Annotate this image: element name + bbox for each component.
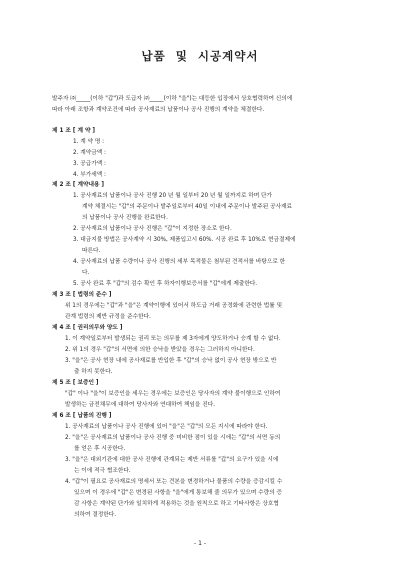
article-6-line: 1. 공사재료의 납품이나 공사 진행에 있어 "을"은 "갑"의 모든 지시에 따라야 한다. [65,424,268,430]
page-number: - 1 - [194,540,206,547]
article-4-line: 1. 이 계약일로부터 발생되는 권리 또는 의무를 제 3자에게 양도하거나 승계 할 수 없다. [65,336,281,342]
article-2-line: 의 납품이나 공사 진행을 완료한다. [82,215,168,221]
article-6-line: 감 사항은 계약된 단가와 일치하게 적용하는 것을 원칙으로 하고 기타사항은 상호협 [74,501,279,507]
article-2-line: 따른다. [82,248,101,254]
article-1-heading: 제 1 조 [ 계 약 ] [52,128,96,134]
article-2-line: 다. [82,270,90,276]
article-6-line: 있으며 이 경우에 "갑"은 변경된 사항을 "을"에게 통보해 줄 의무가 있으며 수량의 증 [74,490,282,496]
article-5-line: "갑" 이나 "을"이 보증인을 세우는 경우에는 보증인은 당사자의 계약 불이행으로 인하여 [65,391,281,397]
contract-field: 2. 계약금액 : [73,150,106,156]
contract-field: 3. 공급가액 : [73,161,106,167]
article-2-line: 1. 공사재료의 납품이나 공사 진행 20 년 월 일부터 20 년 월 일까지로 하며 단가 [73,193,273,199]
document-title: 납품 및 시공계약서 [141,49,259,63]
article-5-heading: 제 5 조 [ 보증인 ] [52,380,99,386]
article-2-line: 5. 공사 완료 후 "갑"의 검수 확인 후 하자이행보증서를 "갑"에게 제출한다. [73,281,258,287]
article-2-line: 2. 공사재료의 납품이나 공사 진행은 "갑"이 지정한 장소로 한다. [73,226,232,232]
article-3-line: 위 1의 경우에는 "갑"과 "을"은 계약이행에 있어서 하도급 거래 공정화에 관련한 법률 및 [65,303,283,309]
article-6-line: 의하여 결정한다. [74,512,117,518]
article-6-line: 를 얻은 후 시공한다. [74,446,126,452]
intro-line: 따라 아래 조항과 계약조건에 따라 공사재료의 납품이나 공사 진행의 계약을 체결한다. [52,107,265,113]
article-4-heading: 제 4 조 [ 권리의무와 양도 ] [52,325,123,331]
article-4-line: 출 하지 못한다. [74,369,113,375]
article-3-line: 관계 법령의 제반 규정을 준수한다. [65,314,151,320]
article-6-line: 2. "을"은 공사재료의 납품이나 공사 진행 중 미비한 점이 있을 시에는 "갑"의 서면 동의 [65,435,281,441]
intro-line: 발주자 ㈜_____(이하 "갑")과 도급자 ㈜_____(이하 "을")는 대등한 입장에서 상호협력하여 신의에 [52,96,293,102]
article-4-line: 3. "을"은 공사 현장 내에 공사재료를 반입한 후 "갑"의 승낙 없이 공사 현장 밖으로 반 [65,358,277,364]
article-2-line: 3. 대금지불 방법은 공사계약 시 30%, 제품입고시 60%. 시공 완료 후 10%로 현금결제에 [73,237,296,243]
article-2-heading: 제 2 조 [ 계약내용 ] [52,182,105,188]
article-5-line: 발생하는 금전채무에 대하여 당사자와 연대하여 책임을 진다. [65,402,216,408]
contract-field: 1. 계 약 명 : [73,139,105,145]
article-6-line: 3. "을"은 대외기관에 대한 공사 진행에 관계되는 제반 서류를 "갑"의 요구가 있을 시에 [65,457,279,463]
article-3-heading: 제 3 조 [ 법령의 준수 ] [52,292,112,298]
contract-field: 4. 부가세액 : [73,172,106,178]
article-2-line: 4. 공사재료의 납품 수량이나 공사 진행의 세부 목적물은 첨부된 견적서를 바탕으로 한 [73,259,286,265]
article-6-heading: 제 6 조 [ 납품의 진행 ] [52,413,112,419]
article-6-line: 4. "갑"이 필요로 공사재료의 명세서 또는 견본을 변경하거나 물품의 수량을 증감시킬 수 [65,479,283,485]
article-6-line: 는 이에 적극 협조한다. [74,468,131,474]
article-2-line: 계약 체결시는 "갑"의 주문이나 발주일로부터 40일 이내에 주문이나 발주된 공사재료 [82,204,293,210]
article-4-line: 2. 위 1의 경우 "갑"의 서면에 의한 승낙을 받았을 경우는 그러하지 아니한다. [65,347,255,353]
